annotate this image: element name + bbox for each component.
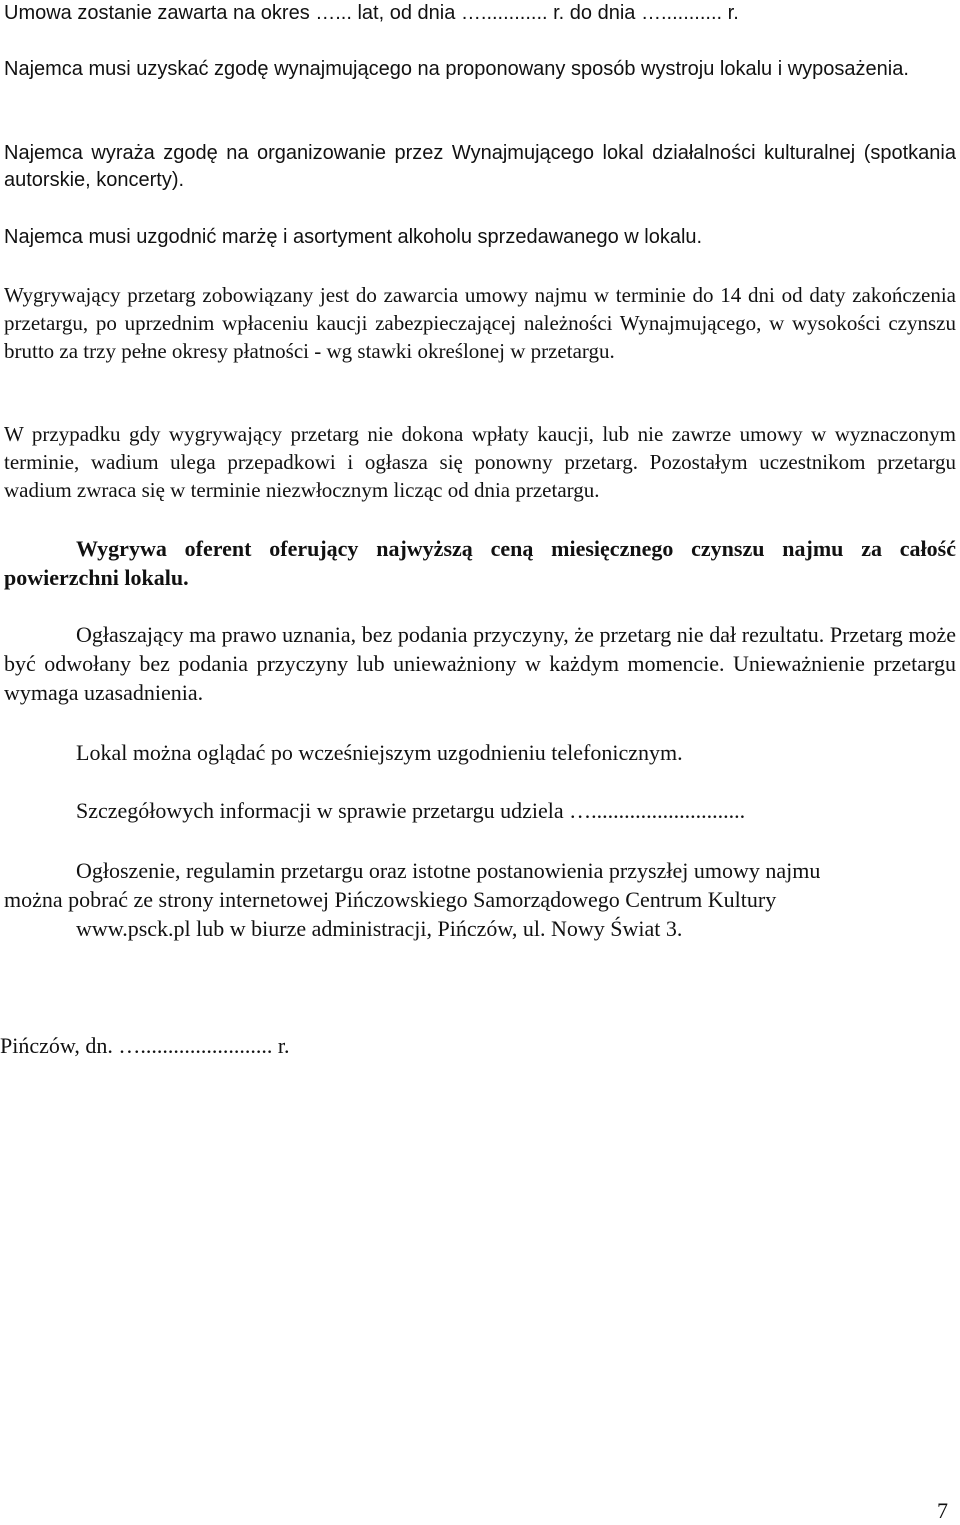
decoration-consent-paragraph: Najemca musi uzyskać zgodę wynajmującego na proponowany sposób wystroju lokalu i wyposażenia. bbox=[4, 58, 909, 80]
cancellation-rights-paragraph: Ogłaszający ma prawo uznania, bez podania przyczyny, że przetarg nie dał rezultatu. Przetarg może być odwołany bez podania przyczyny lub unieważniony w każdym momencie. Unieważnienie przetargu wymaga uzasadnienia. bbox=[4, 622, 956, 705]
deposit-forfeit-paragraph: W przypadku gdy wygrywający przetarg nie dokona wpłaty kaucji, lub nie zawrze umowy w wyznaczonym terminie, wadium ulega przepadkowi i ogłasza się ponowny przetarg. Pozostałym uczestnikom przetargu wadium zwraca się w terminie niezwłocznym licząc od dnia przetargu. bbox=[4, 422, 956, 502]
cultural-activity-paragraph: Najemca wyraża zgodę na organizowanie przez Wynajmującego lokal działalności kulturalnej (spotkania autorskie, koncerty). bbox=[4, 142, 956, 191]
viewing-info-paragraph: Lokal można oglądać po wcześniejszym uzgodnieniu telefonicznym. bbox=[76, 740, 683, 765]
winner-obligation-paragraph: Wygrywający przetarg zobowiązany jest do zawarcia umowy najmu w terminie do 14 dni od daty zakończenia przetargu, po uprzednim wpłaceniu kaucji zabezpieczającej należności Wynajmującego, w wysokości czynszu brutto za trzy pełne okresy płatności - wg stawki określonej w przetargu. bbox=[4, 283, 956, 363]
contract-term-paragraph: Umowa zostanie zawarta na okres …... lat, od dnia …............ r. do dnia …........... r. bbox=[4, 2, 739, 24]
winning-criterion-paragraph: Wygrywa oferent oferujący najwyższą ceną miesięcznego czynszu najmu za całość powierzchni lokalu. bbox=[4, 536, 956, 590]
documents-line-1: Ogłoszenie, regulamin przetargu oraz istotne postanowienia przyszłej umowy najmu bbox=[76, 858, 821, 883]
documents-download-paragraph bbox=[4, 856, 956, 943]
contact-info-paragraph: Szczegółowych informacji w sprawie przetargu udziela …............................ bbox=[76, 798, 746, 823]
place-date-line: Pińczów, dn. …........................ r. bbox=[0, 1033, 290, 1058]
documents-line-3: www.psck.pl lub w biurze administracji, Pińczów, ul. Nowy Świat 3. bbox=[76, 916, 683, 941]
documents-line-2: można pobrać ze strony internetowej Pińczowskiego Samorządowego Centrum Kultury bbox=[4, 887, 777, 912]
alcohol-margin-paragraph: Najemca musi uzgodnić marżę i asortyment alkoholu sprzedawanego w lokalu. bbox=[4, 226, 703, 248]
page-number: 7 bbox=[937, 1498, 948, 1523]
